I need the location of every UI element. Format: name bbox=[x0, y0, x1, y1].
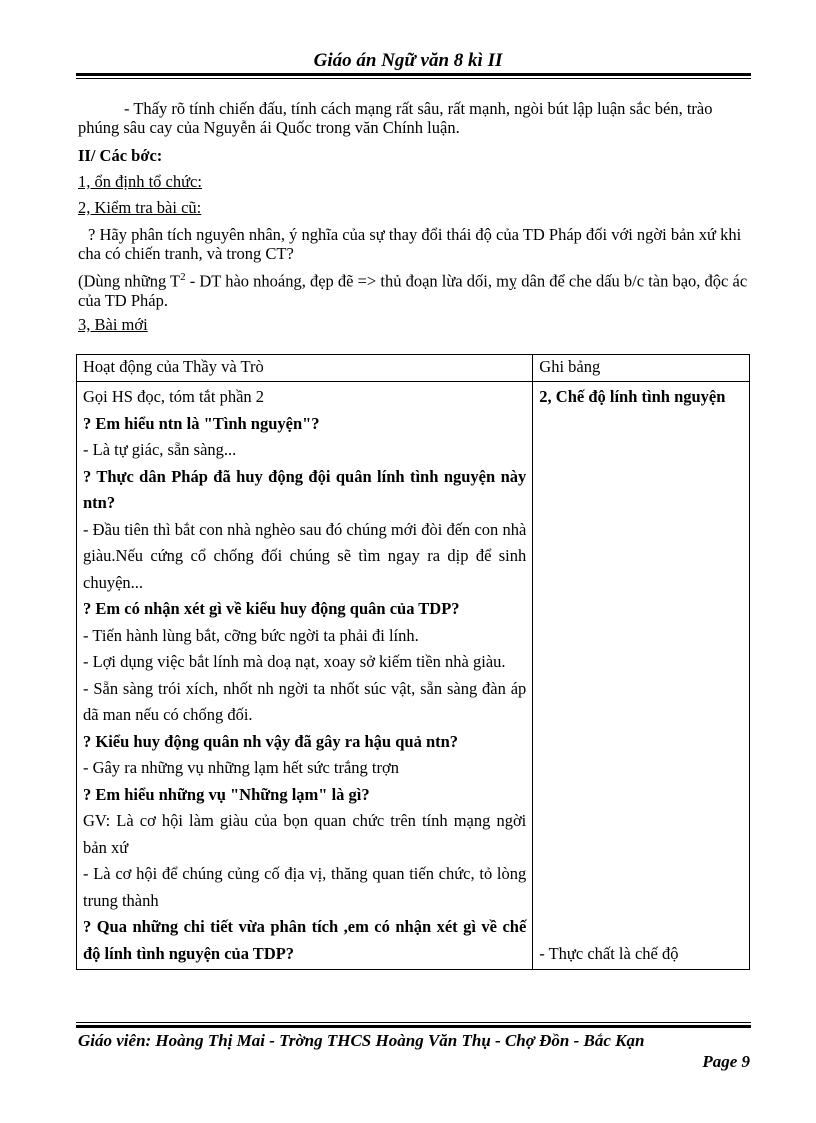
review-question: ? Hãy phân tích nguyên nhân, ý nghĩa của sự thay đổi thái độ của TD Pháp đối với ngời bản xứ khi cha có chiến tranh, và trong CT? bbox=[78, 225, 742, 263]
question-line: ? Kiểu huy động quân nh vậy đã gây ra hậu quả ntn? bbox=[83, 731, 459, 751]
table-header-row bbox=[77, 355, 750, 382]
question-line: ? Qua những chi tiết vừa phân tích ,em có nhận xét gì về chế độ lính tình nguyện của TDP? bbox=[83, 917, 527, 963]
answer-line: - Là cơ hội để chúng củng cố địa vị, thăng quan tiến chức, tỏ lòng trung thành bbox=[83, 864, 527, 910]
page-header-title: Giáo án Ngữ văn 8 kì II bbox=[313, 50, 503, 71]
step2-heading: 2, Kiểm tra bài cũ: bbox=[78, 198, 202, 217]
footer-rule-thick bbox=[76, 1025, 751, 1028]
steps-heading: II/ Các bớc: bbox=[78, 146, 163, 165]
header-rule-thick bbox=[76, 73, 751, 76]
answer-line: - Sẵn sàng trói xích, nhốt nh ngời ta nhốt súc vật, sẵn sàng đàn áp dã man nếu có chống đối. bbox=[83, 678, 527, 724]
question-line: ? Em hiểu ntn là "Tình nguyện"? bbox=[83, 413, 320, 433]
answer-line: GV: Là cơ hội làm giàu của bọn quan chức trên tính mạng ngời bản xứ bbox=[83, 811, 527, 857]
review-answer bbox=[78, 268, 748, 310]
answer-pre: (Dùng những T bbox=[78, 271, 181, 291]
notes-last-line: - Thực chất là chế độ bbox=[539, 943, 679, 963]
answer-line: - Đầu tiên thì bắt con nhà nghèo sau đó chúng mới đòi đến con nhà giàu.Nếu cứng cổ chống đối chúng sẽ tìm ngay ra dịp để sinh chuyện... bbox=[83, 519, 527, 592]
col1-header: Hoạt động của Thầy và Trò bbox=[77, 355, 533, 382]
notes-heading: 2, Chế độ lính tình nguyện bbox=[539, 387, 726, 406]
page-number: Page 9 bbox=[702, 1052, 750, 1071]
footer-rule-thin bbox=[76, 1022, 751, 1023]
col2-header: Ghi bảng bbox=[533, 355, 750, 382]
step1-heading: 1, ổn định tổ chức: bbox=[78, 172, 202, 191]
answer-line: - Tiến hành lùng bắt, cỡng bức ngời ta phải đi lính. bbox=[83, 625, 419, 645]
answer-post: - DT hào nhoáng, đẹp đẽ => thủ đoạn lừa dối, mỵ dân để che dấu b/c tàn bạo, độc ác của TD Pháp. bbox=[78, 271, 748, 310]
question-line: ? Em có nhận xét gì về kiểu huy động quân của TDP? bbox=[83, 599, 460, 618]
answer-line: - Lợi dụng việc bắt lính mà doạ nạt, xoay sở kiếm tiền nhà giàu. bbox=[83, 652, 506, 671]
answer-line: Gọi HS đọc, tóm tắt phần 2 bbox=[83, 387, 265, 406]
notes-cell bbox=[533, 382, 750, 970]
answer-sup: 2 bbox=[180, 271, 186, 283]
table-content-row bbox=[77, 382, 750, 970]
objective-paragraph: - Thấy rõ tính chiến đấu, tính cách mạng rất sâu, rất mạnh, ngòi bút lập luận sắc bén, trào phúng sâu cay của Nguyễn ái Quốc trong văn Chính luận. bbox=[78, 99, 713, 137]
answer-line: - Gây ra những vụ những lạm hết sức trắng trợn bbox=[83, 758, 399, 777]
header-rule-thin bbox=[76, 78, 751, 79]
answer-line: - Là tự giác, sẵn sàng... bbox=[83, 440, 237, 459]
question-line: ? Thực dân Pháp đã huy động đội quân lính tình nguyện này ntn? bbox=[83, 466, 527, 512]
step3-heading: 3, Bài mới bbox=[78, 315, 148, 334]
lesson-table bbox=[76, 354, 750, 970]
activities-cell bbox=[77, 382, 533, 970]
footer-teacher: Giáo viên: Hoàng Thị Mai - Trờng THCS Hoàng Văn Thụ - Chợ Đồn - Bắc Kạn bbox=[78, 1031, 645, 1050]
question-line: ? Em hiểu những vụ "Những lạm" là gì? bbox=[83, 784, 370, 804]
